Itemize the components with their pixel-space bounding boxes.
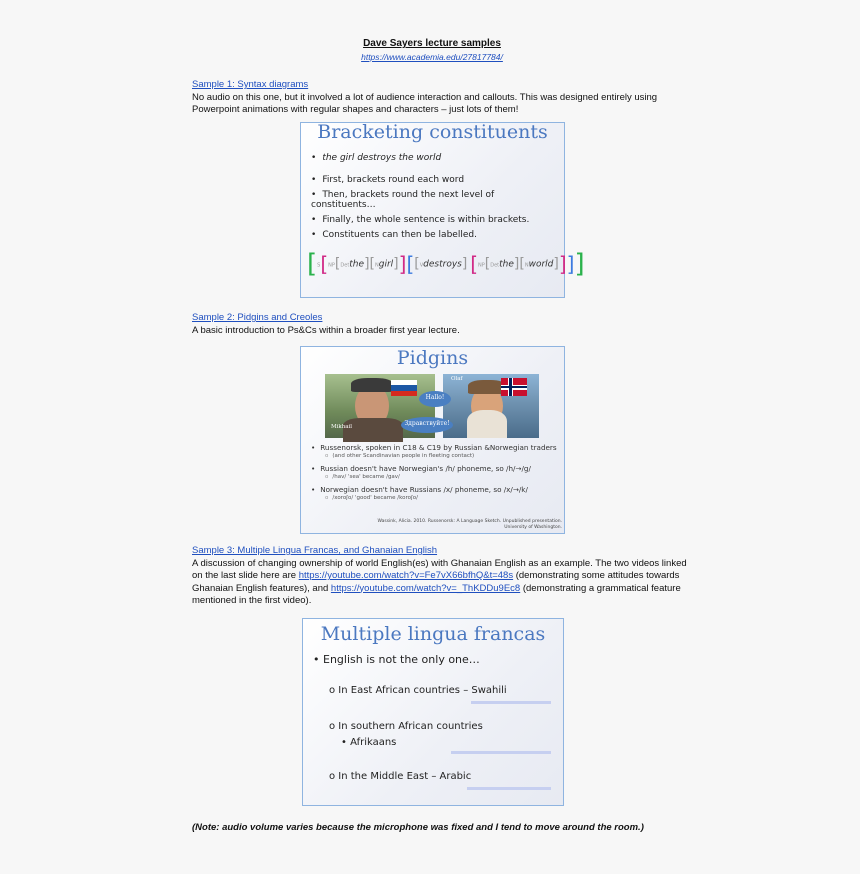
slide2-bullet: • Russian doesn't have Norwegian's /h/ phoneme, so /h/→/g/ [311,464,561,473]
youtube-link-2[interactable]: https://youtube.com/watch?v=_ThKDDu9Ec8 [330,582,521,594]
sample3-heading-link[interactable]: Sample 3: Multiple Lingua Francas, and Ghanaian English [192,545,438,556]
slide1-bullet: • First, brackets round each word [311,175,561,185]
slide-bracketing-constituents [300,121,585,298]
slide-pidgins [300,346,565,534]
sample1-heading-link[interactable]: Sample 1: Syntax diagrams [192,79,309,90]
slide1-bullet: • Finally, the whole sentence is within brackets. [311,215,561,225]
slide2-citation: Wassink, Alicia. 2010. Russenorsk: A Language Sketch. Unpublished presentation. University of Washington. [377,519,562,530]
sample2-block [192,312,692,337]
sample1-description: No audio on this one, but it involved a lot of audience interaction and callouts. This was designed entirely using Powerpoint animations with regular shapes and characters – just lots of them! [192,91,658,115]
slide3-title: Multiple lingua francas [320,623,546,645]
academia-link[interactable]: https://www.academia.edu/27817784/ [361,51,503,62]
slide2-bullet: • Russenorsk, spoken in C18 & C19 by Russian &Norwegian traders [311,443,561,452]
slide3-item: o In East African countries – Swahili [329,685,507,696]
norway-flag-icon [501,378,527,396]
slide2-subbullet: o (and other Scandinavian people in fleeting contact) [311,452,561,461]
slide2-bullet: • Norwegian doesn't have Russians /x/ phoneme, so /x/→/k/ [311,485,561,494]
speech-bubble-russian: Здравствуйте! [401,417,453,433]
russia-flag-icon [391,380,417,396]
slide3-main-bullet: • English is not the only one… [313,653,480,666]
olaf-label: Olaf [451,376,463,382]
mikhail-label: Mikhail [331,424,353,430]
slide1-bullet: • Then, brackets round the next level of constituents… [311,190,561,210]
sample2-description: A basic introduction to Ps&Cs within a broader first year lecture. [192,324,460,336]
slide-multiple-lingua-francas [302,618,564,806]
bracket-diagram: [S[NP[Detthe][Ngirl]][[Vdestroys] [NP[Detthe][Nworld]]]] [307,249,585,279]
olaf-photo [443,374,539,438]
slide1-title: Bracketing constituents [317,121,548,143]
youtube-link-1[interactable]: https://youtube.com/watch?v=Fe7vX66bfhQ&t=48s [298,570,514,581]
speech-bubble-hallo: Hallo! [419,391,451,407]
slide2-subbullet: o /hav/ 'sea' became /gav/ [311,473,561,482]
slide1-bullet: • Constituents can then be labelled. [311,230,561,240]
sample2-heading-link[interactable]: Sample 2: Pidgins and Creoles [192,312,323,323]
slide1-bullet: • the girl destroys the world [311,153,561,163]
audio-note: (Note: audio volume varies because the microphone was fixed and I tend to move around the room.) [192,822,644,833]
slide2-title: Pidgins [396,347,469,369]
page-title: Dave Sayers lecture samples [363,38,501,49]
slide2-subbullet: o /xoroʃo/ 'good' became /koroʃo/ [311,494,561,503]
slide3-item: o In southern African countries [329,721,483,732]
slide2-bullets [311,443,561,506]
slide1-bullets [311,153,561,245]
document-body [192,38,692,117]
slide3-item: o In the Middle East – Arabic [329,771,472,782]
sample3-description: A discussion of changing ownership of world English(es) with Ghanaian English as an example. The two videos linked on the last slide here are https://youtube.com/watch?v=Fe7vX66bfhQ&t=48s (demonstrating some attitudes towards Ghanaian English features), and https://youtube.com/watch?v=_ThKDDu9Ec8 (demonstrating a grammatical feature mentioned in the first video). [192,557,687,606]
slide3-subitem: • Afrikaans [341,737,397,748]
sample3-block [192,545,692,608]
